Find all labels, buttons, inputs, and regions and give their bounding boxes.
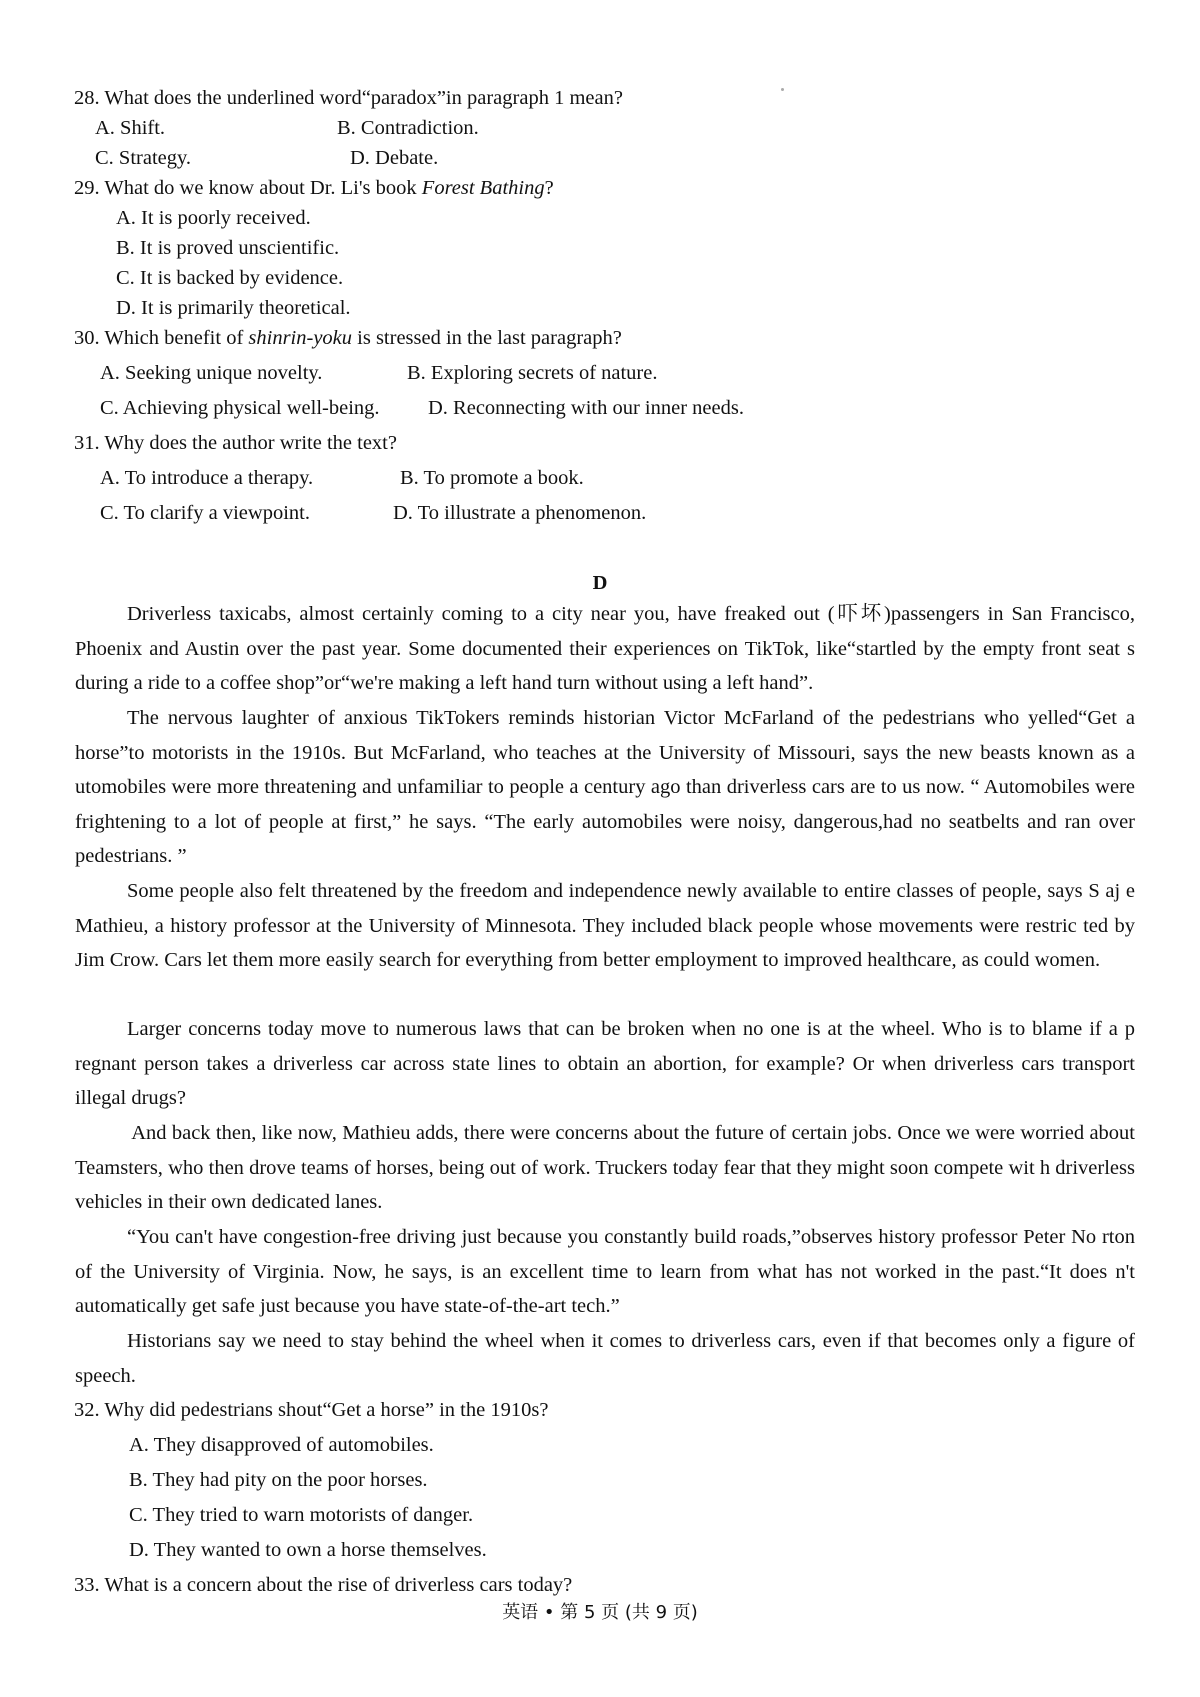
q28-option-c: C. Strategy.: [95, 147, 192, 169]
q29-option-b: B. It is proved unscientific.: [116, 237, 340, 259]
scan-speck: [781, 88, 784, 91]
passage-paragraph-6: “You can't have congestion-free driving just because you constantly build roads,”observes history professor Peter No rton of the University of Virginia. Now, he says, is an excellent time to learn from what has not worked in the past.“It does n't automatically get safe just because you have state-of-the-art tech.”: [75, 1226, 1135, 1318]
q31-option-a: A. To introduce a therapy.: [100, 467, 314, 489]
question-30-stem: 30. Which benefit of shinrin-yoku is stressed in the last paragraph?: [74, 327, 622, 349]
passage-paragraph-7: Historians say we need to stay behind the wheel when it comes to driverless cars, even if that becomes only a figure of speech.: [75, 1330, 1135, 1387]
passage-paragraph-1: Driverless taxicabs, almost certainly coming to a city near you, have freaked out (吓坏)passengers in San Francisco, Phoenix and Austin over the past year. Some documented their experiences on TikTok, like“startled by the empty front seat s during a ride to a coffee shop”or“we're making a left hand turn without using a left hand”.: [75, 603, 1135, 695]
passage-paragraph-2: The nervous laughter of anxious TikTokers reminds historian Victor McFarland of the pedestrians who yelled“Get a horse”to motorists in the 1910s. But McFarland, who teaches at the University of Missouri, says the new beasts known as a utomobiles were more threatening and unfamiliar to people a century ago than driverless cars are to us now. “ Automobiles were frightening to a lot of people at first,” he says. “The early automobiles were noisy, dangerous,had no seatbelts and ran over pedestrians. ”: [75, 707, 1135, 868]
passage-paragraph-3: Some people also felt threatened by the freedom and independence newly available to entire classes of people, says S aj e Mathieu, a history professor at the University of Minnesota. They included black people whose movements were restric ted by Jim Crow. Cars let them more easily search for everything from better employment to improved healthcare, as could women.: [75, 880, 1135, 972]
q30-option-b: B. Exploring secrets of nature.: [407, 362, 658, 384]
section-heading-d: D: [592, 572, 608, 594]
passage-paragraph-4: Larger concerns today move to numerous laws that can be broken when no one is at the wheel. Who is to blame if a p regnant person takes a driverless car across state lines to obtain an abortion, for example? Or when driverless cars transport illegal drugs?: [75, 1018, 1135, 1110]
q32-option-d: D. They wanted to own a horse themselves.: [129, 1539, 487, 1561]
q29-option-d: D. It is primarily theoretical.: [116, 297, 351, 319]
question-28-stem: 28. What does the underlined word“paradox”in paragraph 1 mean?: [74, 87, 623, 109]
q28-option-d: D. Debate.: [350, 147, 439, 169]
q31-option-b: B. To promote a book.: [400, 467, 584, 489]
q32-option-a: A. They disapproved of automobiles.: [129, 1434, 434, 1456]
question-32-stem: 32. Why did pedestrians shout“Get a horse” in the 1910s?: [74, 1399, 549, 1421]
q30-option-c: C. Achieving physical well-being.: [100, 397, 380, 419]
q29-option-a: A. It is poorly received.: [116, 207, 311, 229]
q30-option-a: A. Seeking unique novelty.: [100, 362, 323, 384]
question-29-stem: 29. What do we know about Dr. Li's book Forest Bathing?: [74, 177, 554, 199]
q32-option-b: B. They had pity on the poor horses.: [129, 1469, 428, 1491]
question-31-stem: 31. Why does the author write the text?: [74, 432, 397, 454]
q31-option-c: C. To clarify a viewpoint.: [100, 502, 310, 524]
q28-option-b: B. Contradiction.: [337, 117, 479, 139]
q31-option-d: D. To illustrate a phenomenon.: [393, 502, 647, 524]
q28-option-a: A. Shift.: [95, 117, 166, 139]
question-33-stem: 33. What is a concern about the rise of driverless cars today?: [74, 1574, 573, 1596]
page-footer: 英语 • 第 5 页 (共 9 页): [502, 1602, 698, 1623]
q29-option-c: C. It is backed by evidence.: [116, 267, 344, 289]
q30-option-d: D. Reconnecting with our inner needs.: [428, 397, 744, 419]
passage-paragraph-5: And back then, like now, Mathieu adds, there were concerns about the future of certain jobs. Once we were worried about Teamsters, who then drove teams of horses, being out of work. Truckers today fear that they might soon compete wit h driverless vehicles in their own dedicated lanes.: [75, 1122, 1135, 1214]
q32-option-c: C. They tried to warn motorists of danger.: [129, 1504, 474, 1526]
